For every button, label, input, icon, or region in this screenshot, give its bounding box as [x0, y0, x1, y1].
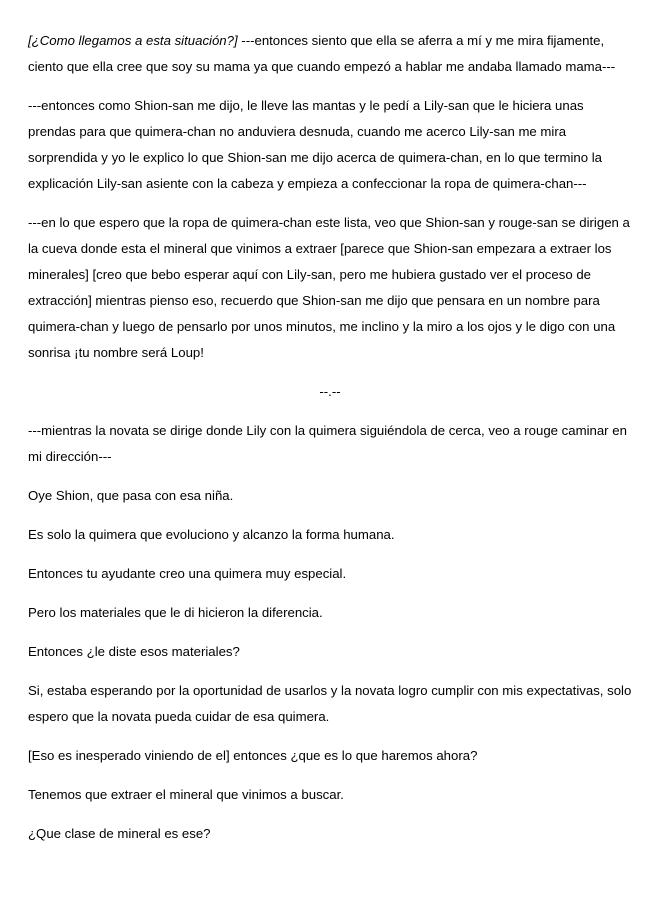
paragraph: ---mientras la novata se dirige donde Lily con la quimera siguiéndola de cerca, veo a rouge caminar en mi dirección---	[28, 423, 627, 464]
paragraph-italic-prefix: [¿Como llegamos a esta situación?]	[28, 33, 238, 48]
dialogue-line: Entonces tu ayudante creo una quimera muy especial.	[28, 566, 347, 581]
paragraph: ---en lo que espero que la ropa de quimera-chan este lista, veo que Shion-san y rouge-san se dirigen a la cueva donde esta el mineral que vinimos a extraer [parece que Shion-san empezara a extraer los minerales] [creo que bebo esperar aquí con Lily-san, pero me hubiera gustado ver el proceso de extracción] mientras pienso eso, recuerdo que Shion-san me dijo que pensara en un nombre para quimera-chan y luego de pensarlo por unos minutos, me inclino y la miro a los ojos y le digo con una sonrisa ¡tu nombre será Loup!	[28, 215, 630, 360]
dialogue-line: Es solo la quimera que evoluciono y alcanzo la forma humana.	[28, 527, 395, 542]
dialogue-line: [Eso es inesperado viniendo de el] entonces ¿que es lo que haremos ahora?	[28, 748, 478, 763]
dialogue-line: Si, estaba esperando por la oportunidad de usarlos y la novata logro cumplir con mis expectativas, solo espero que la novata pueda cuidar de esa quimera.	[28, 683, 632, 724]
document-page	[28, 28, 632, 860]
dialogue-line: Tenemos que extraer el mineral que vinimos a buscar.	[28, 787, 344, 802]
paragraph: ---entonces como Shion-san me dijo, le lleve las mantas y le pedí a Lily-san que le hiciera unas prendas para que quimera-chan no anduviera desnuda, cuando me acerco Lily-san me mira sorprendida y yo le explico lo que Shion-san me dijo acerca de quimera-chan, en lo que termino la explicación Lily-san asiente con la cabeza y empieza a confeccionar la ropa de quimera-chan---	[28, 98, 602, 191]
paragraph	[28, 28, 632, 80]
dialogue-line: Pero los materiales que le di hicieron la diferencia.	[28, 605, 323, 620]
dialogue-line: Oye Shion, que pasa con esa niña.	[28, 488, 234, 503]
paragraph-text: ---entonces siento que ella se aferra a mí y me mira fijamente, ciento que ella cree que soy su mama ya que cuando empezó a hablar me andaba llamado mama---	[28, 33, 616, 74]
scene-separator: --.--	[319, 384, 341, 399]
dialogue-line: Entonces ¿le diste esos materiales?	[28, 644, 240, 659]
dialogue-line: ¿Que clase de mineral es ese?	[28, 826, 211, 841]
